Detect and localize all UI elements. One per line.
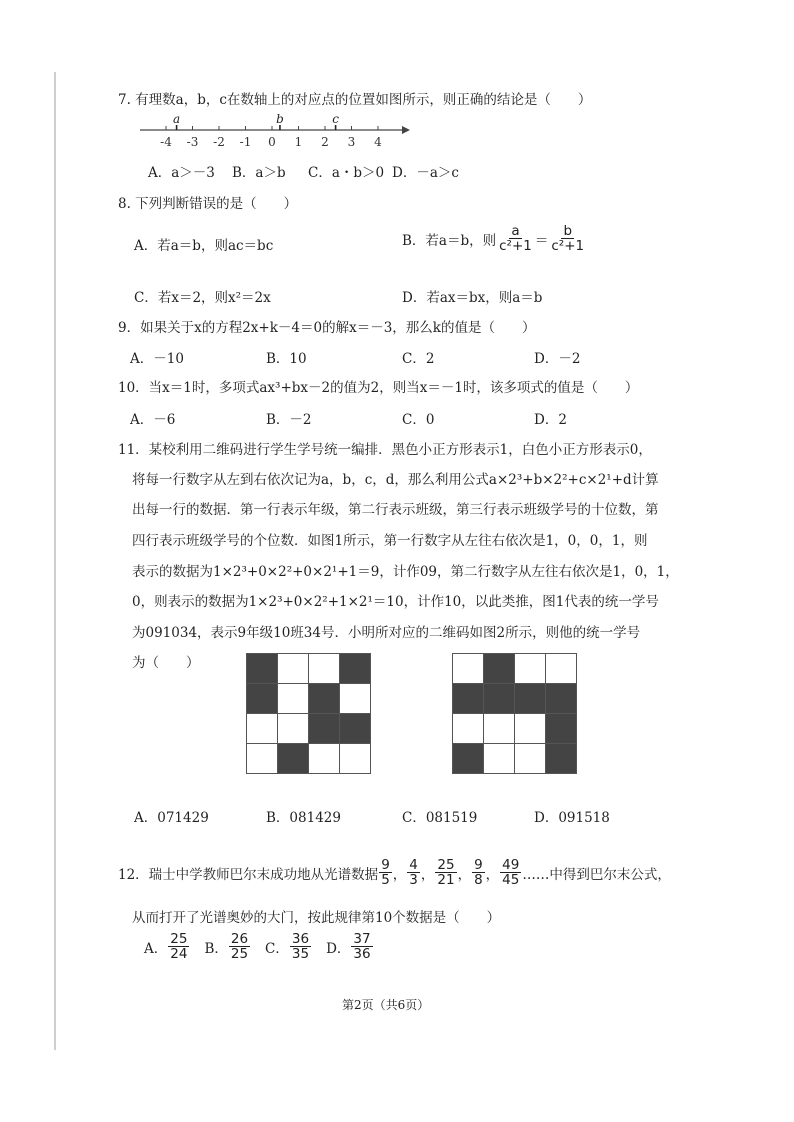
q12-fraction-numerator: 9: [381, 857, 390, 873]
q12-fraction-numerator: 4: [409, 857, 418, 873]
white-cell: [453, 714, 484, 744]
page-footer: 第2页（共6页）: [342, 998, 430, 1012]
q8-b-frac1-den: c²+1: [499, 238, 532, 255]
black-cell: [453, 744, 484, 774]
q12-fraction-separator: ，: [485, 866, 500, 883]
number-line-tick-label: 3: [347, 135, 356, 149]
black-cell: [546, 744, 577, 774]
q10-option-c: C．0: [402, 412, 435, 428]
q7-option-b: B．a＞b: [232, 165, 286, 181]
q12-fraction: [379, 858, 392, 887]
q11-option-d: D．091518: [534, 810, 610, 826]
qr-figure-1-row: [247, 714, 371, 744]
q8-option-c: C．若x＝2，则x²＝2x: [134, 290, 271, 306]
black-cell: [309, 714, 340, 744]
black-cell: [546, 714, 577, 744]
q12-fraction-denominator: 5: [381, 872, 390, 889]
q11-option-a: A．071429: [134, 810, 209, 826]
black-cell: [515, 684, 546, 714]
q12-fraction-denominator: 21: [437, 872, 455, 889]
number-line-point-label-a: a: [173, 112, 181, 126]
q8-b-fraction-2: [549, 224, 586, 253]
q10-option-a: A．－6: [130, 412, 176, 428]
q12-fraction-denominator: 3: [409, 872, 418, 889]
qr-figure-2-row: [453, 654, 577, 684]
q12-option-fraction: [229, 932, 250, 961]
q8-b-fraction-1: [497, 224, 534, 253]
q12-option: [204, 932, 251, 961]
white-cell: [278, 684, 309, 714]
number-line-arrow: [402, 126, 410, 134]
q7-option-c: C．a・b＞0: [308, 165, 385, 181]
q12-fraction-separator: ，: [457, 866, 472, 883]
number-line-tick-label: 1: [294, 135, 303, 149]
qr-figure-2-row: [453, 684, 577, 714]
q12-fraction-separator: ，: [392, 866, 407, 883]
number-line-tick-label: -2: [213, 135, 225, 149]
q12-option-numerator: 37: [353, 931, 371, 947]
q8-option-d: D．若ax＝bx，则a＝b: [402, 290, 543, 306]
q11-line-6: 0，则表示的数据为1×2³+0×2²+1×2¹＝10，计作10，以此类推，图1代表的统一学号: [132, 594, 659, 610]
q7-option-a: A．a＞－3: [148, 165, 215, 181]
q8-b-frac2-den: c²+1: [551, 238, 585, 255]
q12-option-denominator: 36: [353, 946, 371, 963]
q9-option-c: C．2: [402, 351, 435, 367]
q12-fraction: [472, 858, 485, 887]
number-line-point-label-c: c: [332, 112, 339, 126]
white-cell: [515, 714, 546, 744]
q12-fraction: [435, 858, 456, 887]
q12-fraction-separator: ，: [420, 866, 435, 883]
q7-option-d: D．－a＞c: [392, 165, 459, 181]
black-cell: [278, 744, 309, 774]
q12-option-letter: B．: [204, 940, 228, 957]
white-cell: [453, 654, 484, 684]
q12-option: [144, 932, 190, 961]
number-line-tick-label: 2: [321, 135, 329, 149]
number-line-tick-label: -4: [160, 135, 172, 149]
q12-option-fraction: [290, 932, 311, 961]
q12-fraction: [500, 858, 521, 887]
q12-option: [265, 932, 312, 961]
black-cell: [247, 654, 278, 684]
q12-fraction-denominator: 8: [474, 872, 483, 889]
white-cell: [340, 744, 371, 774]
q11-line-8: 为（ ）: [132, 655, 200, 671]
q8-option-b: [402, 224, 587, 253]
q8-b-frac2-num: b: [563, 223, 573, 239]
q12-option-numerator: 25: [170, 931, 188, 947]
q12-option-numerator: 26: [230, 931, 249, 947]
qr-figure-1-row: [247, 744, 371, 774]
number-line-tick-label: 0: [268, 135, 276, 149]
q7-stem: 7. 有理数a，b，c在数轴上的对应点的位置如图所示，则正确的结论是（ ）: [118, 92, 592, 108]
q11-option-b: B．081429: [266, 810, 341, 826]
black-cell: [453, 684, 484, 714]
black-cell: [309, 684, 340, 714]
qr-figure-1: [246, 653, 371, 774]
q9-stem: 9．如果关于x的方程2x+k－4＝0的解x＝－3，那么k的值是（ ）: [118, 320, 536, 336]
q12-line1-prefix: 12．瑞士中学教师巴尔末成功地从光谱数据: [118, 866, 379, 883]
white-cell: [484, 744, 515, 774]
number-line-tick-label: -3: [186, 135, 199, 149]
q12-option-denominator: 25: [230, 946, 249, 963]
q12-fraction: [407, 858, 420, 887]
black-cell: [484, 684, 515, 714]
white-cell: [309, 654, 340, 684]
q12-option-denominator: 24: [170, 946, 188, 963]
black-cell: [546, 684, 577, 714]
number-line-tick-label: -1: [239, 135, 252, 149]
number-line-tick-label: 4: [374, 135, 382, 149]
q12-option-fraction: [168, 932, 189, 961]
q9-option-d: D．－2: [534, 351, 581, 367]
q12-fraction-numerator: 49: [502, 857, 520, 873]
q12-fraction-numerator: 25: [437, 857, 455, 873]
q12-line-2: 从而打开了光谱奥妙的大门，按此规律第10个数据是（ ）: [132, 910, 501, 926]
white-cell: [278, 654, 309, 684]
white-cell: [515, 654, 546, 684]
number-line-point-label-b: b: [276, 112, 284, 126]
q12-spectral-fractions: [378, 858, 522, 887]
q12-option: [326, 932, 374, 961]
q9-option-a: A．－10: [130, 351, 184, 367]
q12-fraction-numerator: 9: [474, 857, 483, 873]
q10-option-b: B．－2: [266, 412, 312, 428]
qr-figure-2: [452, 653, 577, 774]
q12-fraction-denominator: 45: [502, 872, 520, 889]
q12-options: [144, 932, 388, 961]
qr-figure-1-row: [247, 654, 371, 684]
q12-line1-suffix: ……中得到巴尔末公式，: [522, 866, 671, 883]
scan-edge-line: [54, 72, 56, 1050]
q8-option-a: A．若a＝b，则ac＝bc: [134, 238, 274, 254]
q12-option-letter: A．: [144, 940, 168, 957]
q11-line-5: 表示的数据为1×2³+0×2²+0×2¹+1＝9，计作09，第二行数字从左往右依次是1，0，1，: [132, 564, 679, 580]
q7-number-line: [140, 112, 410, 154]
q12-option-fraction: [351, 932, 372, 961]
white-cell: [546, 654, 577, 684]
white-cell: [247, 744, 278, 774]
q10-option-d: D．2: [534, 412, 567, 428]
q12-line-1: [118, 858, 671, 887]
q8-option-b-prefix: B．若a＝b，则: [402, 232, 497, 249]
white-cell: [340, 684, 371, 714]
q12-option-letter: C．: [265, 940, 289, 957]
q10-stem: 10．当x＝1时，多项式ax³+bx－2的值为2，则当x＝－1时，该多项式的值是（ ）: [118, 380, 639, 396]
black-cell: [340, 654, 371, 684]
black-cell: [484, 654, 515, 684]
qr-figure-2-row: [453, 744, 577, 774]
q12-option-numerator: 36: [291, 931, 310, 947]
q11-line-7: 为091034，表示9年级10班34号．小明所对应的二维码如图2所示，则他的统一学号: [132, 625, 641, 641]
q9-option-b: B．10: [266, 351, 307, 367]
q11-line-1: 11．某校利用二维码进行学生学号统一编排．黑色小正方形表示1，白色小正方形表示0，: [118, 442, 652, 458]
q8-b-equals: ＝: [534, 232, 549, 249]
white-cell: [278, 714, 309, 744]
q12-option-letter: D．: [326, 940, 351, 957]
q11-line-2: 将每一行数字从左到右依次记为a，b，c，d，那么利用公式a×2³+b×2²+c×2¹+d计算: [132, 472, 659, 488]
white-cell: [515, 744, 546, 774]
qr-figure-2-row: [453, 714, 577, 744]
white-cell: [309, 744, 340, 774]
q11-line-4: 四行表示班级学号的个位数．如图1所示，第一行数字从左往右依次是1，0，0，1，则: [132, 533, 648, 549]
q8-stem: 8. 下列判断错误的是（ ）: [118, 196, 298, 212]
white-cell: [247, 714, 278, 744]
q11-option-c: C．081519: [402, 810, 478, 826]
qr-figure-1-row: [247, 684, 371, 714]
q11-line-3: 出每一行的数据．第一行表示年级，第二行表示班级，第三行表示班级学号的十位数，第: [132, 502, 659, 518]
q8-b-frac1-num: a: [511, 223, 520, 239]
black-cell: [340, 714, 371, 744]
black-cell: [247, 684, 278, 714]
white-cell: [484, 714, 515, 744]
q12-option-denominator: 35: [291, 946, 310, 963]
